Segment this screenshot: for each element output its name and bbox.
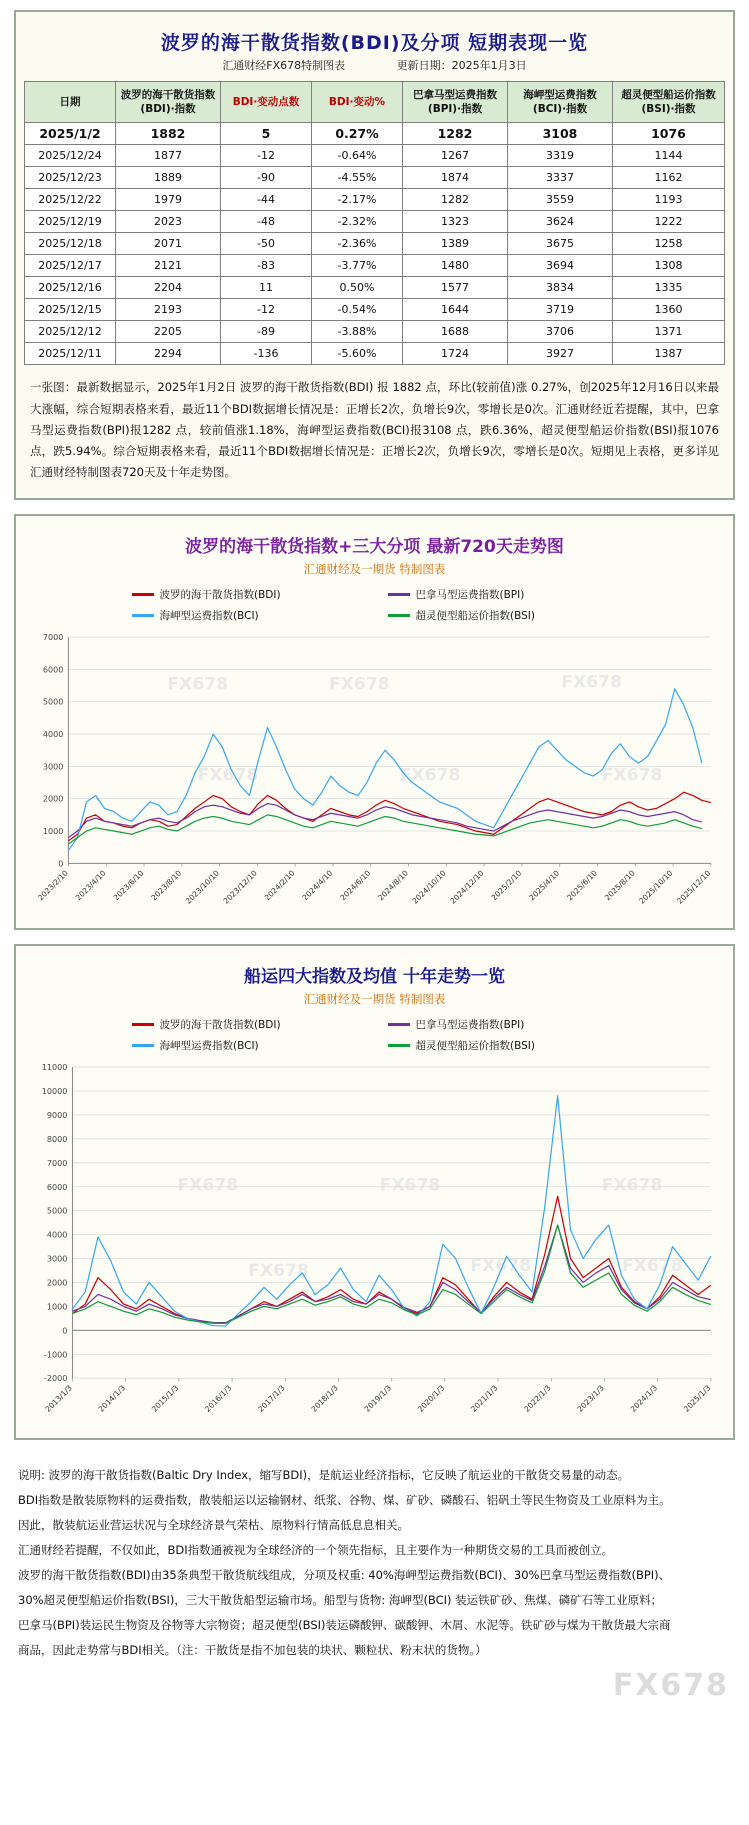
table-row <box>25 233 725 255</box>
th-bpi: 巴拿马型运费指数(BPI)·指数 <box>403 82 508 123</box>
cell-bpi: 1282 <box>403 189 508 211</box>
svg-text:2024/10/10: 2024/10/10 <box>410 868 448 906</box>
svg-text:2025/2/10: 2025/2/10 <box>489 868 524 902</box>
legend10y-swatch-bdi <box>132 1023 154 1026</box>
svg-text:2023/1/3: 2023/1/3 <box>575 1382 606 1414</box>
cell-bdi: 2071 <box>116 233 221 255</box>
svg-text:6000: 6000 <box>46 1181 68 1192</box>
cell-bdi: 2205 <box>116 321 221 343</box>
cell-bsi: 1360 <box>613 299 725 321</box>
cell-bsi: 1308 <box>613 255 725 277</box>
cell-bsi: 1076 <box>613 123 725 145</box>
legend-swatch-bpi <box>388 593 410 596</box>
svg-text:5000: 5000 <box>46 1205 68 1216</box>
svg-text:2000: 2000 <box>46 1277 68 1288</box>
cell-bdi: 2204 <box>116 277 221 299</box>
legend10y-item-bdi <box>132 1017 362 1032</box>
th-date: 日期 <box>25 82 116 123</box>
legend-item-bci <box>132 608 362 623</box>
svg-text:2023/4/10: 2023/4/10 <box>73 868 108 902</box>
table-row <box>25 211 725 233</box>
cell-bpi: 1267 <box>403 145 508 167</box>
legend10y-item-bsi <box>388 1038 618 1053</box>
footer-watermark: FX678 <box>612 1668 729 1704</box>
svg-text:6000: 6000 <box>42 664 64 675</box>
svg-text:2018/1/3: 2018/1/3 <box>309 1382 340 1414</box>
cell-bci: 3694 <box>508 255 613 277</box>
cell-date: 2025/12/23 <box>25 167 116 189</box>
svg-text:1000: 1000 <box>42 825 64 836</box>
cell-bdi-change-pct: -0.54% <box>312 299 403 321</box>
chart-720d-panel <box>14 514 735 930</box>
table-row <box>25 343 725 365</box>
cell-bsi: 1335 <box>613 277 725 299</box>
cell-bdi: 1877 <box>116 145 221 167</box>
note-line-4: 波罗的海干散货指数(BDI)由35条典型干散货航线组成，分项及权重: 40%海岬型运费指数(BCI)、30%巴拿马型运费指数(BPI)、 <box>18 1568 671 1583</box>
svg-text:4000: 4000 <box>46 1229 68 1240</box>
note-line-2: 因此，散装航运业营运状况与全球经济景气荣枯、原物料行情高低息息相关。 <box>18 1518 409 1533</box>
legend-label-bdi: 波罗的海干散货指数(BDI) <box>159 588 281 601</box>
cell-bsi: 1387 <box>613 343 725 365</box>
cell-bpi: 1577 <box>403 277 508 299</box>
th-bdi: 波罗的海干散货指数(BDI)·指数 <box>116 82 221 123</box>
svg-text:7000: 7000 <box>42 631 64 642</box>
note-line-0: 说明: 波罗的海干散货指数(Baltic Dry Index，缩写BDI)，是航运业经济指标，它反映了航运业的干散货交易量的动态。 <box>18 1468 630 1483</box>
chart-10y-panel <box>14 944 735 1441</box>
cell-date: 2025/12/12 <box>25 321 116 343</box>
chart-10y-subtitle: 汇通财经及一期货 特制图表 <box>303 991 446 1006</box>
svg-text:2017/1/3: 2017/1/3 <box>256 1382 287 1414</box>
cell-date: 2025/12/11 <box>25 343 116 365</box>
legend-swatch-bsi <box>388 614 410 617</box>
svg-text:FX678: FX678 <box>399 765 461 786</box>
cell-bpi: 1724 <box>403 343 508 365</box>
cell-bpi: 1282 <box>403 123 508 145</box>
cell-bdi-change: -48 <box>221 211 312 233</box>
cell-date: 2025/12/16 <box>25 277 116 299</box>
svg-text:7000: 7000 <box>46 1157 68 1168</box>
svg-text:FX678: FX678 <box>621 1255 683 1276</box>
legend10y-label-bpi: 巴拿马型运费指数(BPI) <box>415 1018 525 1031</box>
legend10y-swatch-bci <box>132 1044 154 1047</box>
cell-bci: 3834 <box>508 277 613 299</box>
cell-date: 2025/12/15 <box>25 299 116 321</box>
legend-item-bpi <box>388 587 618 602</box>
cell-bdi-change-pct: -0.64% <box>312 145 403 167</box>
cell-bdi: 1979 <box>116 189 221 211</box>
svg-text:2025/4/10: 2025/4/10 <box>527 868 562 902</box>
cell-date: 2025/12/19 <box>25 211 116 233</box>
legend10y-label-bdi: 波罗的海干散货指数(BDI) <box>159 1018 281 1031</box>
legend10y-item-bpi <box>388 1017 618 1032</box>
cell-bdi: 2193 <box>116 299 221 321</box>
chart-10y-plot-area <box>26 1059 723 1433</box>
table-row <box>25 145 725 167</box>
legend10y-swatch-bpi <box>388 1023 410 1026</box>
cell-bdi-change-pct: -3.88% <box>312 321 403 343</box>
chart-10y-title: 船运四大指数及均值 十年走势一览 <box>244 966 505 987</box>
svg-text:FX678: FX678 <box>601 765 663 786</box>
svg-text:2024/6/10: 2024/6/10 <box>338 868 373 902</box>
cell-bci: 3319 <box>508 145 613 167</box>
table-subtitle <box>24 57 725 81</box>
svg-text:2022/1/3: 2022/1/3 <box>522 1382 553 1414</box>
cell-date: 2025/12/22 <box>25 189 116 211</box>
svg-text:2014/1/3: 2014/1/3 <box>96 1382 128 1414</box>
th-bdi-change-pct: BDI·变动% <box>312 82 403 123</box>
legend-swatch-bci <box>132 614 154 617</box>
chart-720d-svg <box>26 629 723 922</box>
cell-bdi-change: -90 <box>221 167 312 189</box>
svg-text:2023/8/10: 2023/8/10 <box>149 868 184 902</box>
svg-text:2023/12/10: 2023/12/10 <box>221 868 259 906</box>
cell-bci: 3675 <box>508 233 613 255</box>
table-title: 波罗的海干散货指数(BDI)及分项 短期表现一览 <box>160 32 589 54</box>
cell-bdi-change: -12 <box>221 299 312 321</box>
svg-text:FX678: FX678 <box>197 765 259 786</box>
cell-bci: 3337 <box>508 167 613 189</box>
table-row <box>25 321 725 343</box>
cell-date: 2025/12/24 <box>25 145 116 167</box>
bdi-table-body <box>25 123 725 365</box>
cell-bdi-change-pct: 0.50% <box>312 277 403 299</box>
th-bci: 海岬型运费指数(BCI)·指数 <box>508 82 613 123</box>
cell-bdi: 2294 <box>116 343 221 365</box>
legend10y-item-bci <box>132 1038 362 1053</box>
cell-bdi-change-pct: -2.36% <box>312 233 403 255</box>
th-bsi: 超灵便型船运价指数(BSI)·指数 <box>613 82 725 123</box>
cell-bci: 3624 <box>508 211 613 233</box>
svg-text:FX678: FX678 <box>561 672 623 693</box>
svg-text:2023/6/10: 2023/6/10 <box>111 868 146 902</box>
table-row <box>25 299 725 321</box>
svg-text:FX678: FX678 <box>601 1174 663 1195</box>
cell-bdi-change-pct: -5.60% <box>312 343 403 365</box>
note-line-3: 汇通财经若提醒，不仅如此，BDI指数通被视为全球经济的一个领先指标，且主要作为一种期货交易的工具而被创立。 <box>18 1543 614 1558</box>
svg-text:2024/8/10: 2024/8/10 <box>376 868 410 902</box>
svg-text:-2000: -2000 <box>43 1372 68 1383</box>
svg-text:2025/12/10: 2025/12/10 <box>675 868 713 906</box>
cell-bpi: 1688 <box>403 321 508 343</box>
cell-date: 2025/12/17 <box>25 255 116 277</box>
svg-text:-1000: -1000 <box>43 1348 68 1359</box>
table-row <box>25 123 725 145</box>
svg-text:3000: 3000 <box>46 1253 68 1264</box>
svg-text:2023/10/10: 2023/10/10 <box>183 868 222 906</box>
svg-text:2025/1/3: 2025/1/3 <box>681 1382 713 1414</box>
svg-text:FX678: FX678 <box>470 1255 532 1276</box>
cell-bdi-change: -136 <box>221 343 312 365</box>
svg-text:2024/4/10: 2024/4/10 <box>300 868 335 902</box>
cell-bci: 3719 <box>508 299 613 321</box>
svg-text:FX678: FX678 <box>177 1174 239 1195</box>
svg-text:8000: 8000 <box>46 1133 68 1144</box>
table-subtitle-source: 汇通财经FX678特制图表 <box>222 59 346 72</box>
cell-bdi-change-pct: 0.27% <box>312 123 403 145</box>
legend-label-bpi: 巴拿马型运费指数(BPI) <box>415 588 525 601</box>
svg-text:2025/8/10: 2025/8/10 <box>602 868 637 902</box>
chart-720d-plot-area <box>26 629 723 922</box>
cell-bsi: 1371 <box>613 321 725 343</box>
th-bdi-change: BDI·变动点数 <box>221 82 312 123</box>
cell-bsi: 1162 <box>613 167 725 189</box>
svg-text:2025/10/10: 2025/10/10 <box>637 868 675 906</box>
svg-text:0: 0 <box>58 858 64 869</box>
svg-text:2023/2/10: 2023/2/10 <box>36 868 70 902</box>
cell-bci: 3108 <box>508 123 613 145</box>
table-row <box>25 167 725 189</box>
legend10y-swatch-bsi <box>388 1044 410 1047</box>
svg-text:2013/1/3: 2013/1/3 <box>43 1382 74 1414</box>
cell-bdi-change: -12 <box>221 145 312 167</box>
chart-10y-svg <box>26 1059 723 1433</box>
bdi-table <box>24 81 725 365</box>
cell-bpi: 1644 <box>403 299 508 321</box>
cell-bdi-change-pct: -4.55% <box>312 167 403 189</box>
svg-text:2024/2/10: 2024/2/10 <box>262 868 297 902</box>
footer-notes <box>14 1454 735 1668</box>
svg-text:1000: 1000 <box>46 1301 68 1312</box>
cell-bpi: 1874 <box>403 167 508 189</box>
cell-bdi-change-pct: -2.32% <box>312 211 403 233</box>
svg-text:2019/1/3: 2019/1/3 <box>362 1382 394 1414</box>
note-line-7: 商品，因此走势常与BDI相关。（注：干散货是指不加包装的块状、颗粒状、粉末状的货物。） <box>18 1643 487 1658</box>
note-line-5: 30%超灵便型船运价指数(BSI)，三大干散货船型运输市场。船型与货物: 海岬型(BCI) 装运铁矿砂、焦煤、磷矿石等工业原料； <box>18 1593 663 1608</box>
svg-text:2024/1/3: 2024/1/3 <box>628 1382 660 1414</box>
svg-text:2024/12/10: 2024/12/10 <box>448 868 486 906</box>
cell-bci: 3559 <box>508 189 613 211</box>
svg-text:FX678: FX678 <box>328 674 390 695</box>
cell-bdi: 2023 <box>116 211 221 233</box>
cell-bpi: 1323 <box>403 211 508 233</box>
cell-bdi-change-pct: -2.17% <box>312 189 403 211</box>
cell-bsi: 1222 <box>613 211 725 233</box>
svg-text:11000: 11000 <box>41 1061 68 1072</box>
cell-bdi: 1882 <box>116 123 221 145</box>
cell-bci: 3706 <box>508 321 613 343</box>
cell-bdi-change: -44 <box>221 189 312 211</box>
bdi-table-head <box>25 82 725 123</box>
svg-text:FX678: FX678 <box>379 1174 441 1195</box>
svg-text:0: 0 <box>62 1324 68 1335</box>
cell-date: 2025/12/18 <box>25 233 116 255</box>
table-row <box>25 277 725 299</box>
cell-bpi: 1389 <box>403 233 508 255</box>
svg-text:9000: 9000 <box>46 1109 68 1120</box>
bdi-table-panel <box>14 10 735 500</box>
note-line-1: BDI指数是散装原物料的运费指数，散装船运以运输钢材、纸浆、谷物、煤、矿砂、磷酸石、铝矾土等民生物资及工业原料为主。 <box>18 1493 671 1508</box>
table-row <box>25 189 725 211</box>
svg-text:FX678: FX678 <box>167 674 229 695</box>
svg-text:2015/1/3: 2015/1/3 <box>149 1382 181 1414</box>
svg-text:5000: 5000 <box>42 696 64 707</box>
cell-bdi-change: -50 <box>221 233 312 255</box>
cell-bsi: 1144 <box>613 145 725 167</box>
cell-bpi: 1480 <box>403 255 508 277</box>
cell-bdi-change: 11 <box>221 277 312 299</box>
svg-text:10000: 10000 <box>41 1085 68 1096</box>
table-update-date: 更新日期：2025年1月3日 <box>396 59 527 72</box>
cell-bdi-change-pct: -3.77% <box>312 255 403 277</box>
svg-text:2021/1/3: 2021/1/3 <box>469 1382 500 1414</box>
cell-bdi-change: 5 <box>221 123 312 145</box>
legend-label-bsi: 超灵便型船运价指数(BSI) <box>415 609 535 622</box>
cell-bdi-change: -83 <box>221 255 312 277</box>
cell-bdi: 1889 <box>116 167 221 189</box>
chart-720d-title: 波罗的海干散货指数+三大分项 最新720天走势图 <box>185 536 564 557</box>
legend-label-bci: 海岬型运费指数(BCI) <box>159 609 259 622</box>
legend-swatch-bdi <box>132 593 154 596</box>
svg-text:FX678: FX678 <box>248 1260 309 1281</box>
table-summary: 一张图：最新数据显示，2025年1月2日 波罗的海干散货指数(BDI) 报 1882 点，环比(较前值)涨 0.27%，创2025年12月16日以来最大涨幅，综合短期表格来看，最近11个BDI数据增长情况是：正增长2次，负增长9次，零增长是0次。汇通财经近若提醒，其中，巴拿马型运费指数(BPI)报1282 点，较前值涨1.18%，海岬型运费指数(BCI)报3108 点，跌6.36%，超灵便型船运价指数(BSI)报1076 点，跌5.94%。综合短期表格来看，最近11个BDI数据增长情况是：正增长2次，负增长9次，零增长是0次。短期见上表格，更多详见汇通财经特制图表720天及十年走势图。 <box>30 380 719 480</box>
cell-bdi-change: -89 <box>221 321 312 343</box>
svg-text:3000: 3000 <box>42 761 64 772</box>
svg-text:2020/1/3: 2020/1/3 <box>415 1382 447 1414</box>
chart-720d-subtitle: 汇通财经及一期货 特制图表 <box>303 561 446 576</box>
legend10y-label-bsi: 超灵便型船运价指数(BSI) <box>415 1039 535 1052</box>
cell-bsi: 1193 <box>613 189 725 211</box>
table-row <box>25 255 725 277</box>
legend-item-bsi <box>388 608 618 623</box>
bdi-table-header-row <box>25 82 725 123</box>
cell-date: 2025/1/2 <box>25 123 116 145</box>
legend-item-bdi <box>132 587 362 602</box>
cell-bdi: 2121 <box>116 255 221 277</box>
cell-bsi: 1258 <box>613 233 725 255</box>
chart-10y-legend <box>26 1013 723 1059</box>
svg-text:4000: 4000 <box>42 728 64 739</box>
cell-bci: 3927 <box>508 343 613 365</box>
svg-text:2000: 2000 <box>42 793 64 804</box>
legend10y-label-bci: 海岬型运费指数(BCI) <box>159 1039 259 1052</box>
note-line-6: 巴拿马(BPI)装运民生物资及谷物等大宗物资；超灵便型(BSI)装运磷酸钾、碳酸钾、木屑、水泥等。铁矿砂与煤为干散货最大宗商 <box>18 1618 671 1633</box>
svg-text:2016/1/3: 2016/1/3 <box>203 1382 234 1414</box>
svg-text:2025/6/10: 2025/6/10 <box>565 868 599 902</box>
chart-720d-legend <box>26 583 723 629</box>
